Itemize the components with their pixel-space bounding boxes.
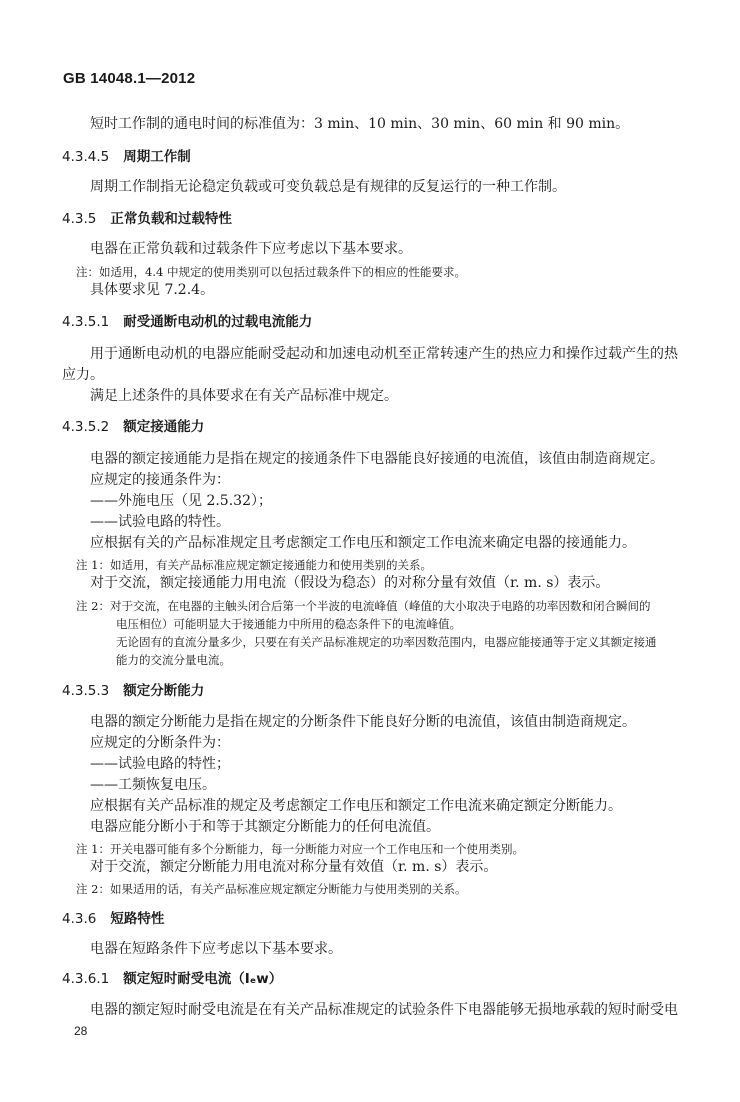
body-line: 电器的额定接通能力是指在规定的接通条件下电器能良好接通的电流值，该值由制造商规定。 <box>90 451 664 467</box>
body-line: 用于通断电动机的电器应能耐受起动和加速电动机至正常转速产生的热应力和操作过载产生的热 <box>90 346 678 362</box>
body-line: 对于交流，额定接通能力用电流（假设为稳态）的对称分量有效值（r. m. s）表示。 <box>90 575 610 591</box>
section-heading <box>62 210 232 228</box>
section-title: 短路特性 <box>110 911 165 927</box>
body-line: 应根据有关产品标准的规定及考虑额定工作电压和额定工作电流来确定额定分断能力。 <box>90 798 622 814</box>
body-line: ——试验电路的特性； <box>90 756 230 772</box>
body-line: 应根据有关的产品标准规定且考虑额定工作电压和额定工作电流来确定电器的接通能力。 <box>90 535 636 551</box>
note-line: 注 2：对于交流，在电器的主触头闭合后第一个半波的电流峰值（峰值的大小取决于电路的功率因数和闭合瞬间的 <box>76 599 651 613</box>
note-line: 无论固有的直流分量多少，只要在有关产品标准规定的功率因数范围内，电器应能接通等于定义其额定接通 <box>116 635 657 649</box>
body-line: ——外施电压（见 2.5.32）； <box>90 493 272 509</box>
body-line: 电器应能分断小于和等于其额定分断能力的任何电流值。 <box>90 819 440 835</box>
section-title: 正常负载和过载特性 <box>110 211 232 227</box>
body-line: 短时工作制的通电时间的标准值为：3 min、10 min、30 min、60 min 和 90 min。 <box>90 116 630 132</box>
section-number: 4.3.5 <box>62 211 97 227</box>
body-line: 电器在短路条件下应考虑以下基本要求。 <box>90 941 342 957</box>
body-line: 应力。 <box>62 367 104 383</box>
section-title: 额定接通能力 <box>123 419 205 435</box>
section-number: 4.3.5.1 <box>62 314 110 330</box>
body-line: 应规定的接通条件为： <box>90 472 230 488</box>
page-number: 28 <box>74 1024 88 1038</box>
body-line: ——试验电路的特性。 <box>90 514 230 530</box>
section-title: 周期工作制 <box>123 149 191 165</box>
standard-code-header: GB 14048.1—2012 <box>63 70 196 87</box>
note-line: 注：如适用，4.4 中规定的使用类别可以包括过载条件下的相应的性能要求。 <box>76 265 466 279</box>
section-heading <box>62 148 191 166</box>
body-line: 电器的额定短时耐受电流是在有关产品标准规定的试验条件下电器能够无损地承载的短时耐受电 <box>90 1002 678 1018</box>
section-title: 额定短时耐受电流（Iₑw） <box>123 971 283 987</box>
section-number: 4.3.6.1 <box>62 971 110 987</box>
section-heading <box>62 313 312 331</box>
note-line: 注 1：如适用，有关产品标准应规定额定接通能力和使用类别的关系。 <box>76 558 432 572</box>
section-title: 耐受通断电动机的过载电流能力 <box>123 314 313 330</box>
body-line: ——工频恢复电压。 <box>90 777 216 793</box>
section-heading <box>62 682 204 700</box>
body-line: 电器的额定分断能力是指在规定的分断条件下能良好分断的电流值，该值由制造商规定。 <box>90 714 636 730</box>
section-heading <box>62 418 204 436</box>
note-line: 注 1：开关电器可能有多个分断能力，每一分断能力对应一个工作电压和一个使用类别。 <box>76 842 524 856</box>
note-line: 注 2：如果适用的话，有关产品标准应规定额定分断能力与使用类别的关系。 <box>76 882 467 896</box>
section-number: 4.3.4.5 <box>62 149 110 165</box>
body-line: 电器在正常负载和过载条件下应考虑以下基本要求。 <box>90 241 412 257</box>
body-line: 周期工作制指无论稳定负载或可变负载总是有规律的反复运行的一种工作制。 <box>90 179 566 195</box>
body-line: 满足上述条件的具体要求在有关产品标准中规定。 <box>90 388 398 404</box>
note-line: 电压相位）可能明显大于接通能力中所用的稳态条件下的电流峰值。 <box>116 617 461 631</box>
section-number: 4.3.5.3 <box>62 683 110 699</box>
body-line: 具体要求见 7.2.4。 <box>90 282 215 298</box>
body-line: 应规定的分断条件为： <box>90 735 230 751</box>
note-line: 能力的交流分量电流。 <box>116 653 231 667</box>
section-heading <box>62 970 282 988</box>
section-title: 额定分断能力 <box>123 683 205 699</box>
section-number: 4.3.5.2 <box>62 419 110 435</box>
body-line: 对于交流，额定分断能力用电流对称分量有效值（r. m. s）表示。 <box>90 859 498 875</box>
section-number: 4.3.6 <box>62 911 97 927</box>
section-heading <box>62 910 164 928</box>
